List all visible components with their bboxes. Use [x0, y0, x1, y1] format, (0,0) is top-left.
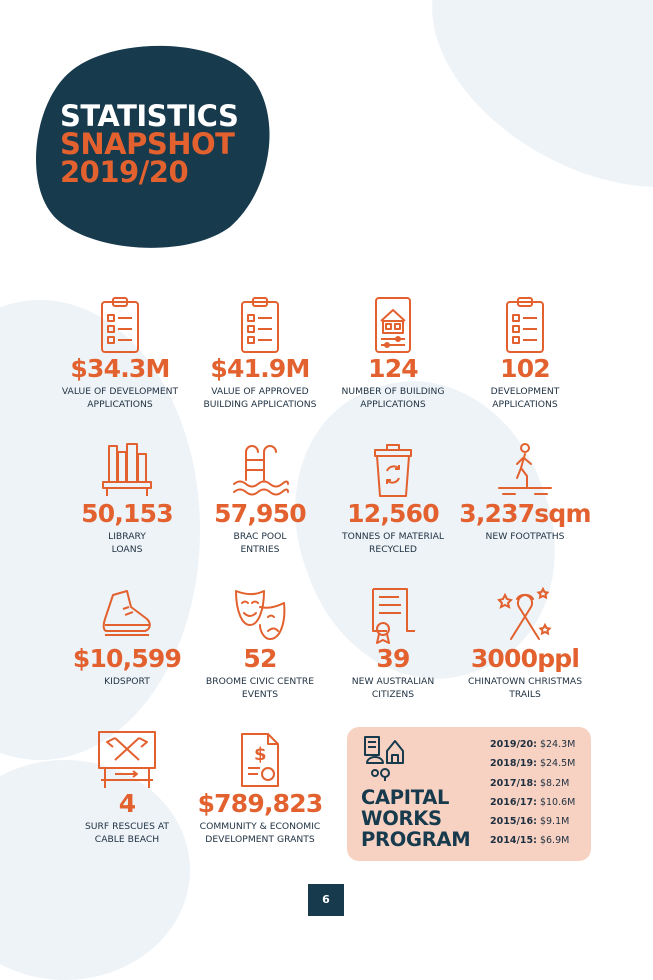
- capital-works-row: 2018/19: $24.5M: [490, 758, 576, 770]
- pool-ladder-icon: [230, 440, 290, 500]
- stat-development-applications-value: [45, 295, 195, 411]
- flags-sign-icon: [97, 730, 157, 790]
- capital-works-list: [490, 739, 575, 855]
- capital-works-row: 2019/20: $24.3M: [490, 739, 576, 750]
- stat-label: COMMUNITY & ECONOMIC DEVELOPMENT GRANTS: [199, 821, 321, 845]
- stat-building-applications: [318, 295, 468, 411]
- stat-material-recycled: [318, 440, 468, 556]
- stat-library-loans: [52, 440, 202, 556]
- stat-label: VALUE OF APPROVED BUILDING APPLICATIONS: [203, 386, 317, 410]
- stat-value: 12,560: [347, 499, 439, 528]
- stat-value: 50,153: [81, 499, 173, 528]
- title-line-3: 2019/20: [60, 155, 189, 189]
- stat-value: $41.9M: [210, 354, 310, 383]
- building-plans-icon: [363, 295, 423, 355]
- stat-value: $10,599: [72, 644, 182, 673]
- theatre-masks-icon: [230, 585, 290, 645]
- stat-value: 102: [500, 354, 550, 383]
- page-title: [60, 99, 239, 189]
- stat-christmas-trails: [450, 585, 600, 701]
- capital-works-row: 2017/18: $8.2M: [490, 777, 570, 789]
- sneaker-icon: [97, 585, 157, 645]
- stat-label: NUMBER OF BUILDING APPLICATIONS: [341, 386, 445, 410]
- capital-works-panel: [347, 727, 591, 861]
- stat-label: NEW AUSTRALIAN CITIZENS: [351, 676, 435, 700]
- stat-label: VALUE OF DEVELOPMENT APPLICATIONS: [61, 386, 179, 410]
- candy-canes-icon: [495, 585, 555, 645]
- stat-label: DEVELOPMENT APPLICATIONS: [490, 386, 560, 410]
- stat-value: 39: [376, 644, 410, 673]
- stat-pool-entries: [185, 440, 335, 556]
- stat-label: NEW FOOTPATHS: [485, 531, 565, 542]
- svg-text:$: $: [254, 744, 267, 765]
- stat-label: LIBRARY LOANS: [108, 531, 146, 555]
- stat-development-applications: [450, 295, 600, 411]
- stat-community-grants: [185, 730, 335, 846]
- stat-value: 4: [118, 789, 136, 818]
- stat-approved-building-value: [185, 295, 335, 411]
- recycling-bin-icon: [363, 440, 423, 500]
- grant-document-icon: [230, 730, 290, 790]
- stat-kidsport: [52, 585, 202, 689]
- stat-value: $34.3M: [70, 354, 170, 383]
- certificate-icon: [363, 585, 423, 645]
- stat-value: 57,950: [214, 499, 306, 528]
- capital-works-row: 2015/16: $9.1M: [490, 816, 570, 828]
- stat-value: 52: [243, 644, 277, 673]
- stat-value: 124: [368, 354, 418, 383]
- stat-label: BRAC POOL ENTRIES: [233, 531, 287, 555]
- stat-new-citizens: [318, 585, 468, 701]
- walking-person-icon: [495, 440, 555, 500]
- stat-value: $789,823: [197, 789, 323, 818]
- books-on-shelf-icon: [97, 440, 157, 500]
- capital-works-row: 2014/15: $6.9M: [490, 835, 570, 847]
- stat-label: BROOME CIVIC CENTRE EVENTS: [205, 676, 315, 700]
- city-planning-icon: [361, 733, 409, 781]
- background-shape: [387, 0, 653, 241]
- stat-new-footpaths: [450, 440, 600, 544]
- clipboard-checklist-icon: [495, 295, 555, 355]
- stat-label: SURF RESCUES AT CABLE BEACH: [84, 821, 170, 845]
- page-number: 6: [308, 884, 344, 916]
- title-line-1: STATISTICS: [60, 99, 239, 133]
- stat-civic-centre-events: [185, 585, 335, 701]
- clipboard-checklist-icon: [90, 295, 150, 355]
- stat-label: TONNES OF MATERIAL RECYCLED: [342, 531, 444, 555]
- capital-works-row: 2016/17: $10.6M: [490, 796, 576, 808]
- stat-label: CHINATOWN CHRISTMAS TRAILS: [467, 676, 583, 700]
- capital-works-title: CAPITAL WORKS PROGRAM: [361, 786, 471, 851]
- stat-surf-rescues: [52, 730, 202, 846]
- stat-value: 3000ppl: [470, 644, 580, 673]
- title-line-2: SNAPSHOT: [60, 127, 235, 161]
- stat-label: KIDSPORT: [104, 676, 150, 687]
- clipboard-checklist-icon: [230, 295, 290, 355]
- stat-value: 3,237sqm: [459, 499, 591, 528]
